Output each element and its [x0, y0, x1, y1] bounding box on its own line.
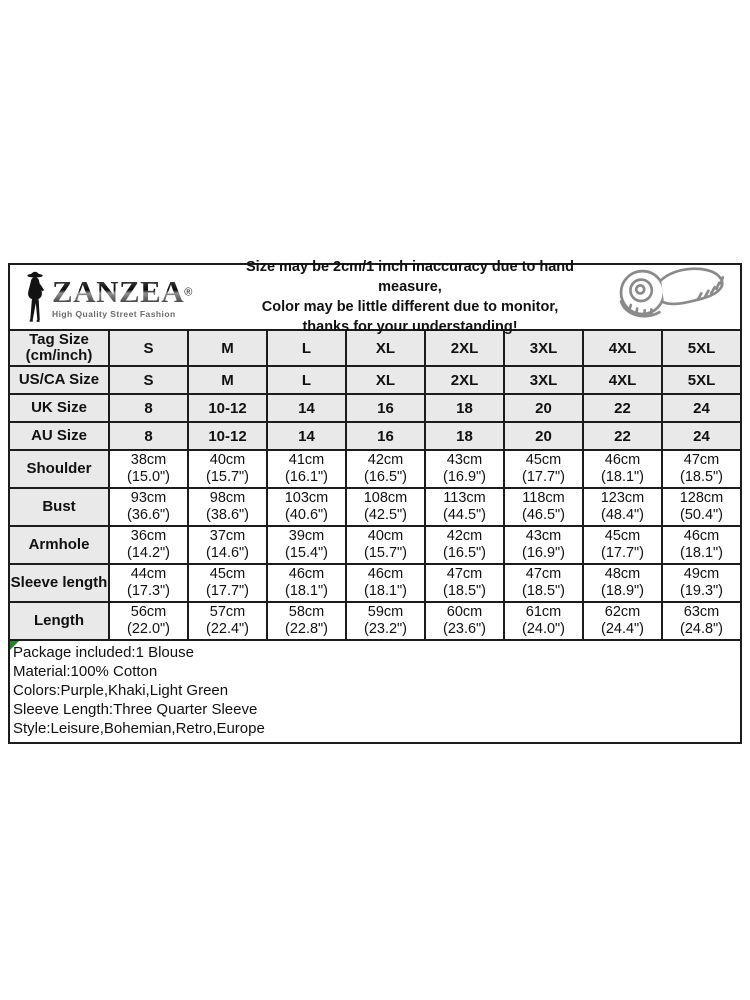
table-row	[9, 422, 741, 450]
table-cell: 103cm (40.6")	[267, 488, 346, 526]
table-cell: 2XL	[425, 330, 504, 366]
table-cell: 62cm (24.4")	[583, 602, 662, 640]
table-cell: 61cm (24.0")	[504, 602, 583, 640]
table-cell: 3XL	[504, 366, 583, 394]
brand-logo	[10, 269, 218, 325]
row-label: Shoulder	[9, 450, 109, 488]
measuring-tape-icon	[602, 264, 740, 330]
detail-line: Colors:Purple,Khaki,Light Green	[13, 682, 229, 699]
table-cell: 22	[583, 394, 662, 422]
woman-silhouette-icon	[22, 269, 48, 325]
table-cell: 45cm (17.7")	[583, 526, 662, 564]
table-cell: 20	[504, 394, 583, 422]
row-label: AU Size	[9, 422, 109, 450]
table-cell: L	[267, 330, 346, 366]
product-details-lines	[13, 643, 734, 738]
table-cell: 46cm (18.1")	[346, 564, 425, 602]
table-cell: M	[188, 330, 267, 366]
table-cell: 18	[425, 422, 504, 450]
row-label: Bust	[9, 488, 109, 526]
table-row	[9, 602, 741, 640]
table-cell: 59cm (23.2")	[346, 602, 425, 640]
table-cell: 57cm (22.4")	[188, 602, 267, 640]
table-cell: 45cm (17.7")	[504, 450, 583, 488]
table-cell: 5XL	[662, 330, 741, 366]
table-cell: 16	[346, 394, 425, 422]
size-notice	[218, 257, 602, 337]
table-cell: 118cm (46.5")	[504, 488, 583, 526]
table-cell: 47cm (18.5")	[425, 564, 504, 602]
table-row	[9, 450, 741, 488]
table-cell: 46cm (18.1")	[267, 564, 346, 602]
table-cell: 39cm (15.4")	[267, 526, 346, 564]
table-cell: 47cm (18.5")	[504, 564, 583, 602]
table-cell: 58cm (22.8")	[267, 602, 346, 640]
table-cell: 22	[583, 422, 662, 450]
table-cell: 40cm (15.7")	[346, 526, 425, 564]
table-row	[9, 394, 741, 422]
row-label: UK Size	[9, 394, 109, 422]
row-label: Length	[9, 602, 109, 640]
table-cell: 18	[425, 394, 504, 422]
row-label: Tag Size (cm/inch)	[9, 330, 109, 366]
table-cell: 4XL	[583, 330, 662, 366]
detail-line: Material:100% Cotton	[13, 663, 158, 680]
table-cell: 98cm (38.6")	[188, 488, 267, 526]
detail-line: Sleeve Length:Three Quarter Sleeve	[13, 701, 258, 718]
table-row	[9, 564, 741, 602]
table-cell: 123cm (48.4")	[583, 488, 662, 526]
table-cell: 42cm (16.5")	[346, 450, 425, 488]
table-cell: 44cm (17.3")	[109, 564, 188, 602]
table-cell: 10-12	[188, 422, 267, 450]
table-cell: 4XL	[583, 366, 662, 394]
table-cell: 43cm (16.9")	[504, 526, 583, 564]
detail-line: Package included:1 Blouse	[13, 644, 194, 661]
table-cell: 128cm (50.4")	[662, 488, 741, 526]
notice-line: Color may be little different due to monitor,	[261, 299, 559, 315]
table-cell: 5XL	[662, 366, 741, 394]
green-corner-marker	[10, 641, 19, 650]
table-row	[9, 366, 741, 394]
header-box	[8, 259, 742, 335]
table-cell: 14	[267, 394, 346, 422]
table-cell: 8	[109, 422, 188, 450]
brand-text	[52, 273, 193, 319]
notice-line: Size may be 2cm/1 inch inaccuracy due to hand measure,	[246, 259, 574, 295]
table-cell: 41cm (16.1")	[267, 450, 346, 488]
table-cell: 36cm (14.2")	[109, 526, 188, 564]
table-cell: 45cm (17.7")	[188, 564, 267, 602]
detail-line: Style:Leisure,Bohemian,Retro,Europe	[13, 720, 265, 737]
table-cell: S	[109, 330, 188, 366]
table-cell: 20	[504, 422, 583, 450]
brand-name: ZANZEA	[52, 273, 185, 309]
table-cell: 93cm (36.6")	[109, 488, 188, 526]
size-chart-sheet	[8, 259, 742, 744]
table-cell: 47cm (18.5")	[662, 450, 741, 488]
brand-tagline: High Quality Street Fashion	[52, 308, 176, 319]
table-cell: 40cm (15.7")	[188, 450, 267, 488]
table-cell: 3XL	[504, 330, 583, 366]
notice-line: thanks for your understanding!	[302, 319, 518, 335]
table-cell: 37cm (14.6")	[188, 526, 267, 564]
table-cell: 49cm (19.3")	[662, 564, 741, 602]
table-cell: 16	[346, 422, 425, 450]
table-cell: 113cm (44.5")	[425, 488, 504, 526]
row-label: Armhole	[9, 526, 109, 564]
table-cell: 8	[109, 394, 188, 422]
table-cell: 108cm (42.5")	[346, 488, 425, 526]
table-cell: 14	[267, 422, 346, 450]
table-cell: L	[267, 366, 346, 394]
row-label: US/CA Size	[9, 366, 109, 394]
table-cell: S	[109, 366, 188, 394]
row-label: Sleeve length	[9, 564, 109, 602]
product-details	[8, 641, 742, 744]
size-table	[8, 329, 742, 641]
table-cell: 24	[662, 394, 741, 422]
table-cell: 60cm (23.6")	[425, 602, 504, 640]
registered-mark: ®	[184, 286, 193, 299]
table-cell: 46cm (18.1")	[583, 450, 662, 488]
table-cell: XL	[346, 330, 425, 366]
table-cell: 38cm (15.0")	[109, 450, 188, 488]
table-cell: 10-12	[188, 394, 267, 422]
table-cell: 56cm (22.0")	[109, 602, 188, 640]
table-cell: 42cm (16.5")	[425, 526, 504, 564]
table-row	[9, 488, 741, 526]
table-cell: XL	[346, 366, 425, 394]
table-cell: 48cm (18.9")	[583, 564, 662, 602]
table-cell: 43cm (16.9")	[425, 450, 504, 488]
table-cell: 46cm (18.1")	[662, 526, 741, 564]
table-cell: 24	[662, 422, 741, 450]
table-row	[9, 526, 741, 564]
table-cell: M	[188, 366, 267, 394]
table-cell: 2XL	[425, 366, 504, 394]
table-cell: 63cm (24.8")	[662, 602, 741, 640]
